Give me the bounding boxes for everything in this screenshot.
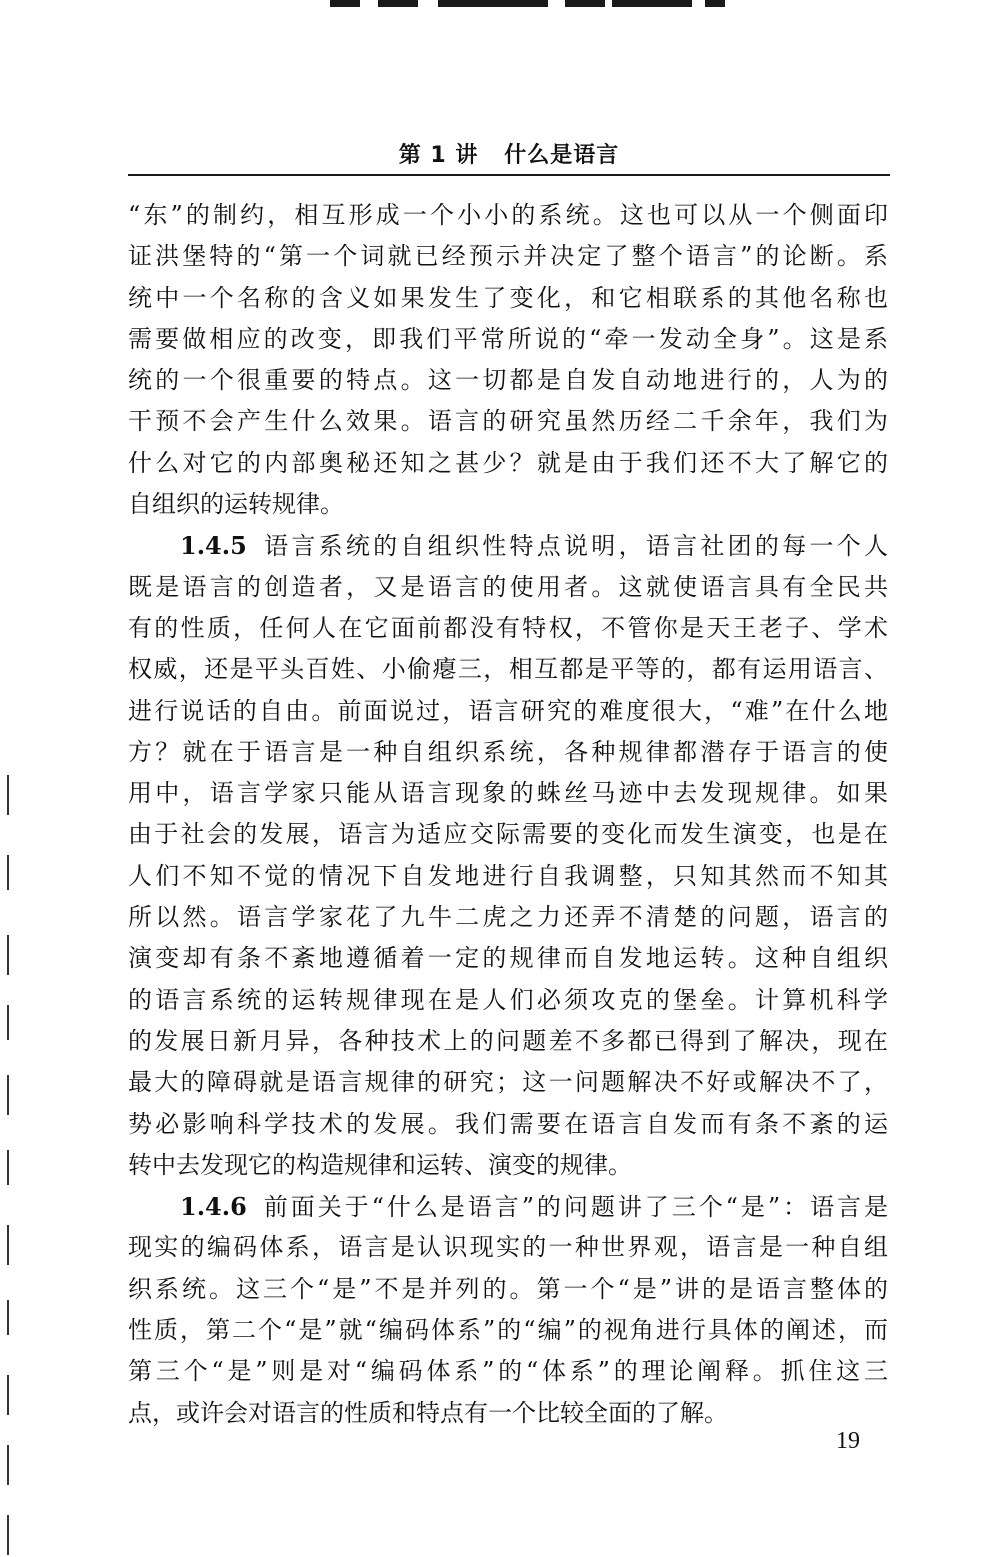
line-text: 用中，语言学家只能从语言现象的蛛丝马迹中去发现规律。如果 [128, 779, 888, 808]
text-line [128, 732, 888, 773]
text-line [128, 856, 888, 897]
text-line [128, 1269, 888, 1310]
text-line [128, 360, 888, 401]
binding-mark [7, 775, 9, 815]
line-text: 干预不会产生什么效果。语言的研究虽然历经二千余年，我们为 [128, 407, 888, 436]
line-text: 方？就在于语言是一种自组织系统，各种规律都潜存于语言的使 [128, 737, 888, 766]
line-text: 自组织的运转规律。 [128, 490, 344, 519]
line-text: “东”的制约，相互形成一个小小的系统。这也可以从一个侧面印 [128, 201, 888, 229]
line-text: 织系统。这三个“是”不是并列的。第一个“是”讲的是语言整体的 [128, 1274, 888, 1303]
binding-mark [7, 1375, 9, 1415]
header-rule [128, 174, 890, 176]
binding-mark [7, 1445, 9, 1485]
binding-mark [7, 1515, 9, 1555]
page-number: 19 [836, 1428, 860, 1454]
line-text: 转中去发现它的构造规律和运转、演变的规律。 [128, 1150, 632, 1179]
text-line [128, 567, 888, 608]
line-text: 最大的障碍就是语言规律的研究；这一问题解决不好或解决不了， [128, 1068, 888, 1097]
text-line [128, 1104, 888, 1145]
line-text: 人们不知不觉的情况下自发地进行自我调整，只知其然而不知其 [128, 861, 888, 890]
line-text: 统的一个很重要的特点。这一切都是自发自动地进行的，人为的 [128, 366, 888, 395]
text-line [128, 401, 888, 442]
text-line [128, 1145, 888, 1186]
binding-mark [7, 1225, 9, 1265]
binding-mark [7, 1150, 9, 1185]
text-line [128, 649, 888, 690]
line-text: 统中一个名称的含义如果发生了变化，和它相联系的其他名称也 [128, 283, 888, 312]
line-text: 的发展日新月异，各种技术上的问题差不多都已得到了解决，现在 [128, 1026, 888, 1055]
line-text: 什么对它的内部奥秘还知之甚少？就是由于我们还不大了解它的 [128, 448, 888, 477]
line-text: 点，或许会对语言的性质和特点有一个比较全面的了解。 [128, 1398, 728, 1427]
top-edge-cut-text [0, 0, 998, 18]
line-text: 第三个“是”则是对“编码体系”的“体系”的理论阐释。抓住这三 [128, 1357, 888, 1386]
line-text: 需要做相应的改变，即我们平常所说的“牵一发动全身”。这是系 [128, 324, 888, 353]
text-line [128, 897, 888, 938]
text-line [128, 525, 888, 566]
line-text: 现实的编码体系，语言是认识现实的一种世界观，语言是一种自组 [128, 1233, 888, 1262]
page-header [128, 138, 890, 178]
text-line [128, 319, 888, 360]
text-line [128, 1351, 888, 1392]
text-line [128, 1310, 888, 1351]
text-line [128, 938, 888, 979]
line-text: 的语言系统的运转规律现在是人们必须攻克的堡垒。计算机科学 [128, 985, 888, 1014]
line-text: 所以然。语言学家花了九牛二虎之力还弄不清楚的问题，语言的 [128, 903, 888, 932]
line-text: 既是语言的创造者，又是语言的使用者。这就使语言具有全民共 [128, 572, 888, 601]
text-line [128, 608, 888, 649]
text-line [128, 484, 888, 525]
line-text: 演变却有条不紊地遵循着一定的规律而自发地运转。这种自组织 [128, 944, 888, 973]
text-line [128, 691, 888, 732]
text-line [128, 1186, 888, 1227]
text-line [128, 236, 888, 277]
text-line [128, 1227, 888, 1268]
text-line [128, 814, 888, 855]
text-line [128, 443, 888, 484]
paragraph [128, 195, 888, 525]
section-number: 1.4.5 [180, 531, 247, 561]
paragraph [128, 525, 888, 1186]
text-line [128, 195, 888, 236]
binding-mark [7, 1075, 9, 1115]
line-text: 语言系统的自组织性特点说明，语言社团的每一个人 [260, 532, 888, 561]
section-number: 1.4.6 [180, 1192, 247, 1222]
paragraph [128, 1186, 888, 1434]
line-text: 权威，还是平头百姓、小偷瘪三，相互都是平等的，都有运用语言、 [128, 655, 888, 684]
body-text [128, 195, 888, 1434]
text-line [128, 1062, 888, 1103]
line-text: 有的性质，任何人在它面前都没有特权，不管你是天王老子、学术 [128, 613, 888, 642]
line-text: 势必影响科学技术的发展。我们需要在语言自发而有条不紊的运 [128, 1109, 888, 1138]
text-line [128, 980, 888, 1021]
line-text: 由于社会的发展，语言为适应交际需要的变化而发生演变，也是在 [128, 820, 888, 849]
text-line [128, 1021, 888, 1062]
binding-mark [7, 855, 9, 890]
line-text: 证洪堡特的“第一个词就已经预示并决定了整个语言”的论断。系 [128, 242, 888, 271]
binding-mark [7, 1005, 9, 1040]
running-head: 第 1 讲 什么是语言 [398, 143, 620, 168]
line-text: 进行说话的自由。前面说过，语言研究的难度很大，“难”在什么地 [128, 696, 888, 725]
binding-mark [7, 935, 9, 975]
line-text: 前面关于“什么是语言”的问题讲了三个“是”：语言是 [260, 1193, 888, 1222]
binding-mark [7, 1300, 9, 1335]
text-line [128, 773, 888, 814]
text-line [128, 1393, 888, 1434]
text-line [128, 278, 888, 319]
line-text: 性质，第二个“是”就“编码体系”的“编”的视角进行具体的阐述，而 [128, 1316, 888, 1345]
